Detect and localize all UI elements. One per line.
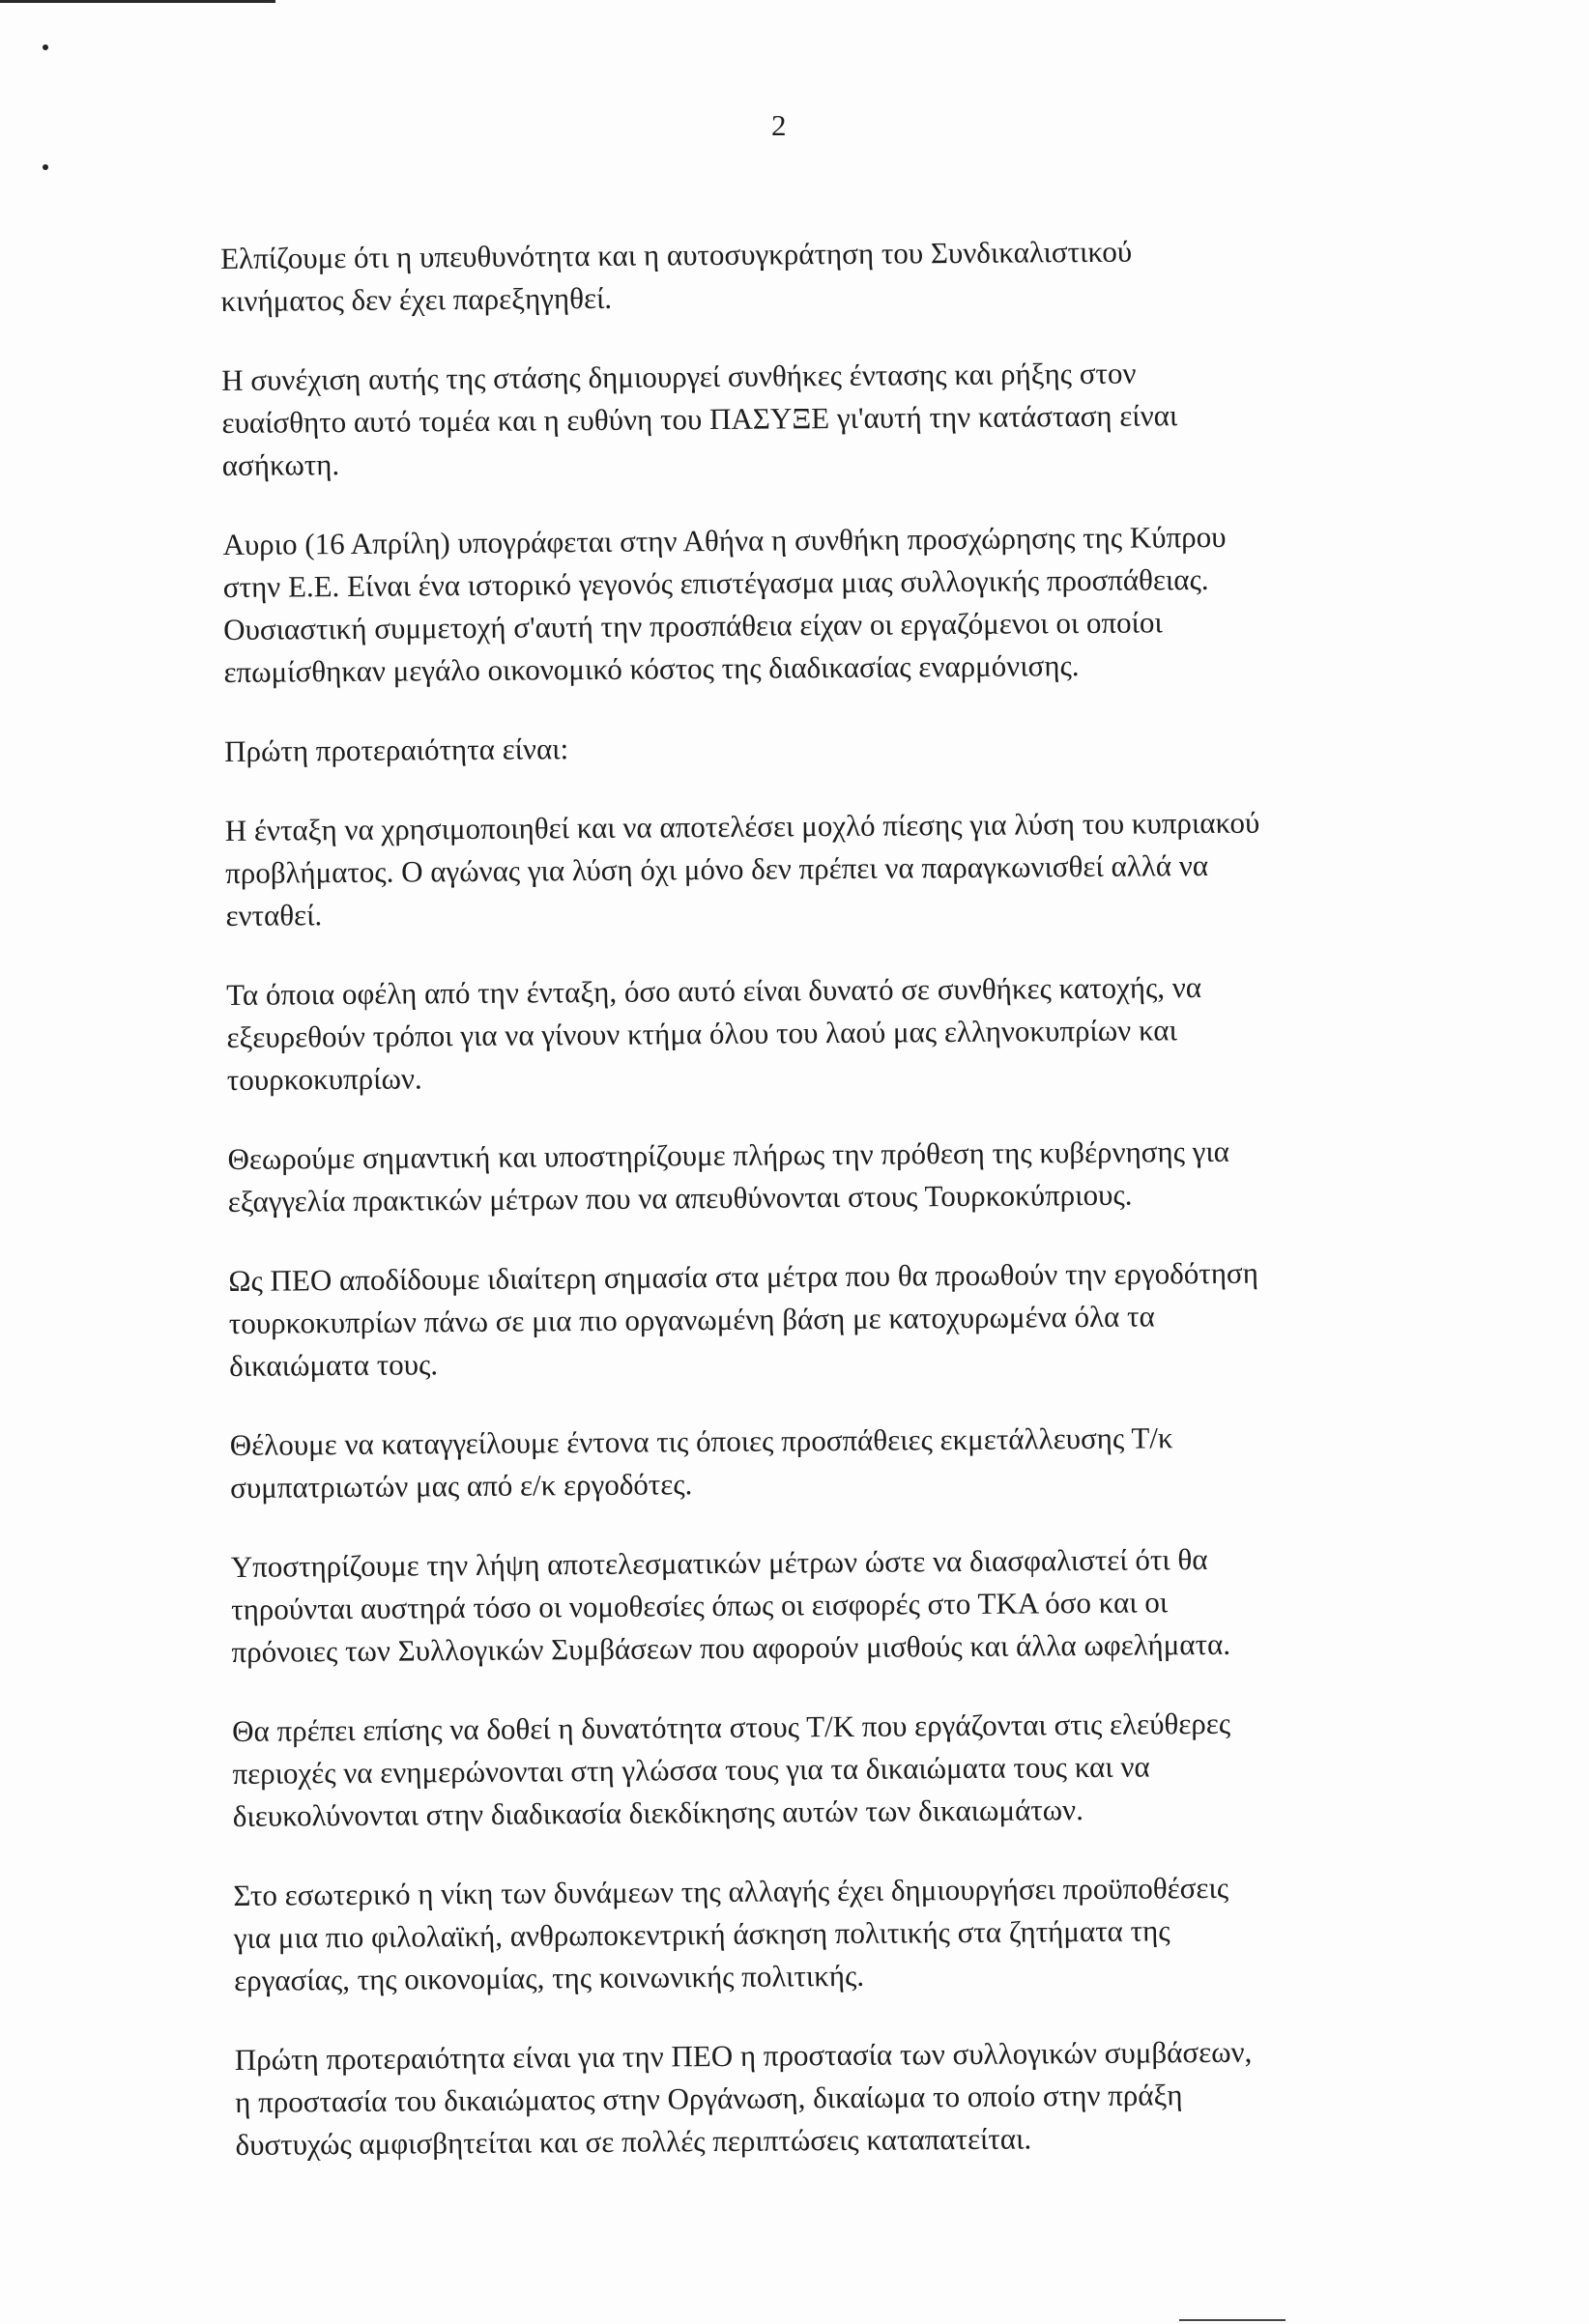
text-line: διευκολύνονται στην διαδικασία διεκδίκησης αυτών των δικαιωμάτων.: [232, 1793, 1084, 1833]
text-line: κινήματος δεν έχει παρεξηγηθεί.: [220, 280, 613, 318]
text-line: δυστυχώς αμφισβητείται και σε πολλές περιπτώσεις καταπατείται.: [235, 2121, 1032, 2162]
text-line: Υποστηρίζουμε την λήψη αποτελεσματικών μέτρων ώστε να διασφαλιστεί ότι θα: [230, 1542, 1208, 1584]
text-line: προβλήματος. Ο αγώνας για λύση όχι μόνο δεν πρέπει να παραγκωνισθεί αλλά να: [225, 847, 1209, 890]
text-line: συμπατριωτών μας από ε/κ εργοδότες.: [230, 1467, 693, 1505]
text-line: Θα πρέπει επίσης να δοθεί η δυνατότητα στους Τ/Κ που εργάζονται στις ελεύθερες: [232, 1706, 1231, 1748]
text-line: Θεωρούμε σημαντική και υποστηρίζουμε πλήρως την πρόθεση της κυβέρνησης για: [227, 1133, 1230, 1176]
text-line: τηρούνται αυστηρά τόσο οι νομοθεσίες όπως οι εισφορές στο ΤΚΑ όσο και οι: [231, 1585, 1169, 1626]
text-line: Ουσιαστική συμμετοχή σ'αυτή την προσπάθεια είχαν οι εργαζόμενοι οι οποίοι: [223, 605, 1163, 646]
text-line: Η ένταξη να χρησιμοποιηθεί και να αποτελέσει μοχλό πίεσης για λύση του κυπριακού: [224, 805, 1260, 847]
text-line: Ως ΠΕΟ αποδίδουμε ιδιαίτερη σημασία στα μέτρα που θα προωθούν την εργοδότηση: [228, 1255, 1259, 1298]
paragraph: [221, 351, 1382, 487]
text-line: περιοχές να ενημερώνονται στη γλώσσα τους για τα δικαιώματα τους και να: [232, 1749, 1150, 1791]
text-line: δικαιώματα τους.: [229, 1347, 439, 1383]
text-line: εργασίας, της οικονομίας, της κοινωνικής πολιτικής.: [234, 1958, 865, 1997]
text-line: εξαγγελία πρακτικών μέτρων που να απευθύνονται στους Τουρκοκύπριους.: [227, 1177, 1133, 1219]
document-body: [220, 229, 1396, 2203]
text-line: Πρώτη προτεραιότητα είναι:: [224, 732, 569, 768]
text-line: ευαίσθητο αυτό τομέα και η ευθύνη του ΠΑΣΥΞΕ γι'αυτή την κατάσταση είναι: [221, 398, 1178, 440]
text-line: Πρώτη προτεραιότητα είναι για την ΠΕΟ η προστασία των συλλογικών συμβάσεων,: [234, 2034, 1253, 2077]
text-line: στην Ε.Ε. Είναι ένα ιστορικό γεγονός επιστέγασμα μιας συλλογικής προσπάθειας.: [222, 561, 1209, 604]
paragraph: [222, 515, 1383, 694]
paragraph: [224, 722, 1384, 773]
text-line: πρόνοιες των Συλλογικών Συμβάσεων που αφορούν μισθούς και άλλα ωφελήματα.: [231, 1626, 1231, 1669]
paragraph: [232, 1702, 1393, 1838]
scan-speck: [43, 44, 48, 50]
paragraph: [230, 1416, 1391, 1509]
paragraph: [231, 1537, 1392, 1674]
text-line: Θέλουμε να καταγγείλουμε έντονα τις όποιες προσπάθειες εκμετάλλευσης Τ/κ: [229, 1420, 1173, 1462]
text-line: Τα όποια οφέλη από την ένταξη, όσο αυτό είναι δυνατό σε συνθήκες κατοχής, να: [226, 970, 1202, 1012]
paragraph: [227, 1130, 1388, 1223]
page-number: 2: [771, 108, 787, 142]
text-line: ενταθεί.: [225, 898, 323, 932]
paragraph: [228, 1251, 1389, 1388]
text-line: ασήκωτη.: [221, 447, 340, 482]
paragraph: [225, 801, 1386, 937]
text-line: επωμίσθηκαν μεγάλο οικονομικό κόστος της διαδικασίας εναρμόνισης.: [223, 648, 1080, 689]
scan-speck: [43, 164, 48, 170]
paragraph: [235, 2030, 1396, 2166]
text-line: τουρκοκυπρίων.: [226, 1061, 422, 1097]
scan-bottom-mark: [1179, 2319, 1286, 2321]
text-line: Ελπίζουμε ότι η υπευθυνότητα και η αυτοσυγκράτηση του Συνδικαλιστικού: [220, 234, 1133, 275]
text-line: τουρκοκυπρίων πάνω σε μια πιο οργανωμένη βάση με κατοχυρωμένα όλα τα: [228, 1299, 1155, 1340]
paragraph: [233, 1866, 1394, 2002]
text-line: Στο εσωτερικό η νίκη των δυνάμεων της αλλαγής έχει δημιουργήσει προϋποθέσεις: [233, 1870, 1229, 1912]
scan-top-rule: [0, 0, 275, 3]
paragraph: [226, 965, 1387, 1102]
text-line: η προστασία του δικαιώματος στην Οργάνωση, δικαίωμα το οποίο στην πράξη: [235, 2078, 1183, 2119]
text-line: Αυριο (16 Απρίλη) υπογράφεται στην Αθήνα η συνθήκη προσχώρησης της Κύπρου: [222, 519, 1227, 561]
text-line: εξευρεθούν τρόποι για να γίνουν κτήμα όλου του λαού μας ελληνοκυπρίων και: [226, 1013, 1178, 1054]
text-line: Η συνέχιση αυτής της στάσης δημιουργεί συνθήκες έντασης και ρήξης στον: [221, 356, 1137, 397]
paragraph: [220, 229, 1381, 323]
text-line: για μια πιο φιλολαϊκή, ανθρωποκεντρική άσκηση πολιτικής στα ζητήματα της: [233, 1913, 1170, 1955]
